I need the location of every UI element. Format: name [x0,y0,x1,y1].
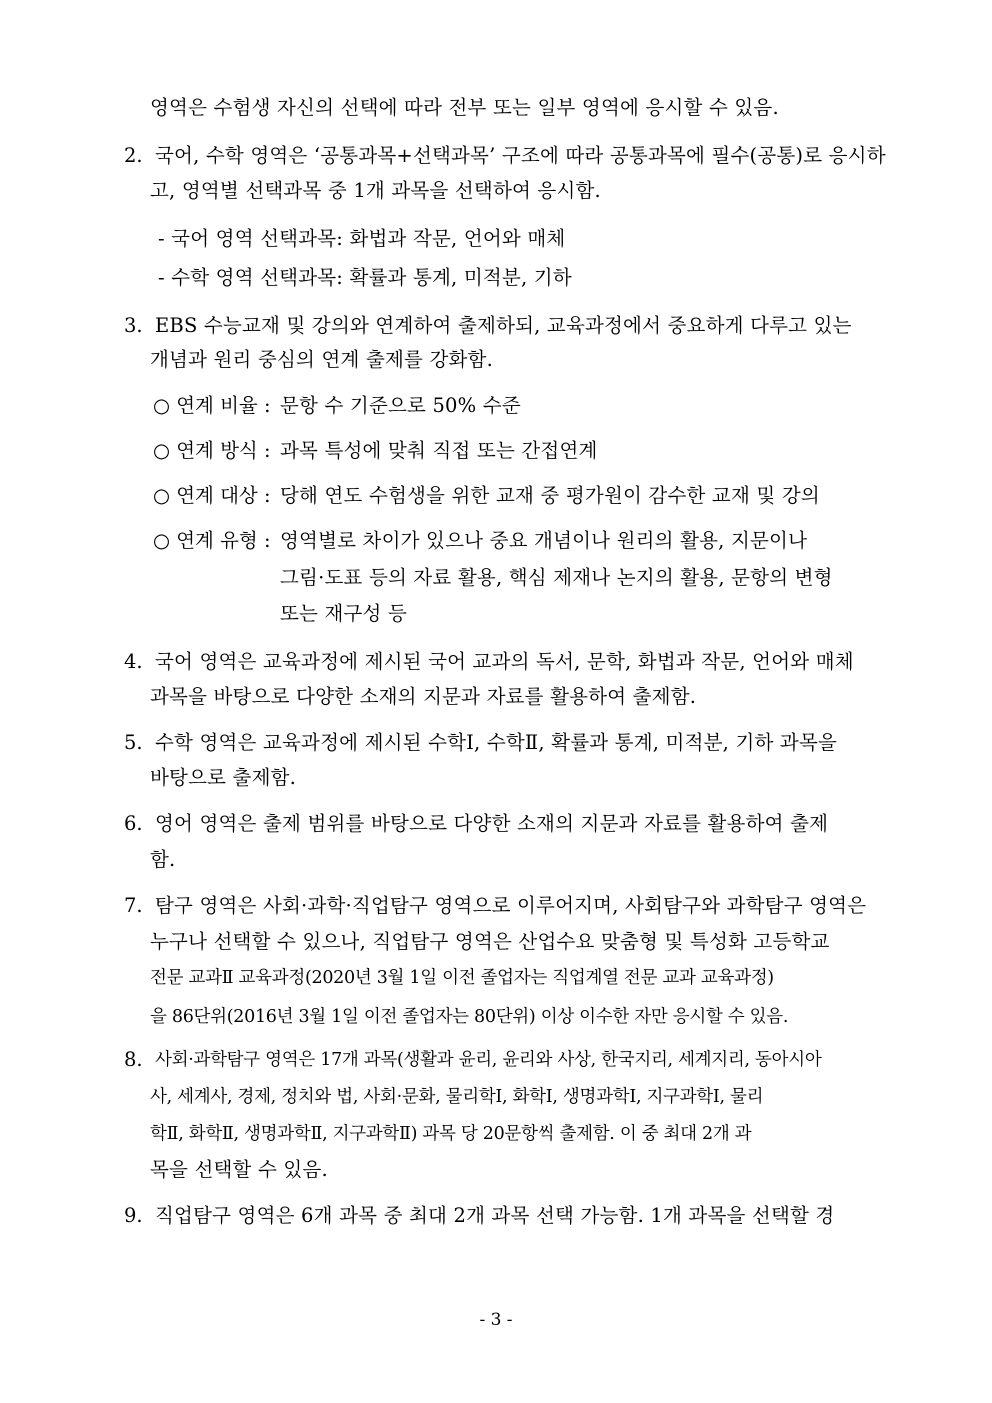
paragraph-line: 수학 영역은 교육과정에 제시된 수학Ⅰ, 수학Ⅱ, 확률과 통계, 미적분, 기하 과목을 [155,731,838,754]
bullet-text: 문항 수 기준으로 50% 수준 [280,394,521,417]
paragraph-line: 사회·과학탐구 영역은 17개 과목(생활과 윤리, 윤리와 사상, 한국지리, 세계지리, 동아시아 [155,1050,822,1070]
paragraph-line: 국어 영역은 교육과정에 제시된 국어 교과의 독서, 문학, 화법과 작문, 언어와 매체 [155,650,854,673]
paragraph-line: EBS 수능교재 및 강의와 연계하여 출제하되, 교육과정에서 중요하게 다루고 있는 [155,314,852,337]
item-number: 7. [124,894,143,917]
paragraph-line: 바탕으로 출제함. [150,766,297,789]
paragraph-line: 함. [150,848,176,871]
paragraph-line: 국어, 수학 영역은 ‘공통과목+선택과목’ 구조에 따라 공통과목에 필수(공통)로 응시하 [155,144,886,167]
paragraph-line: 고, 영역별 선택과목 중 1개 과목을 선택하여 응시함. [150,179,601,202]
bullet-label: ○ 연계 대상 : [153,484,271,507]
bullet-label: ○ 연계 유형 : [153,529,271,552]
page-number: - 3 - [479,1310,513,1330]
paragraph-line: 영역은 수험생 자신의 선택에 따라 전부 또는 일부 영역에 응시할 수 있음. [150,96,779,119]
paragraph-line: 학Ⅱ, 화학Ⅱ, 생명과학Ⅱ, 지구과학Ⅱ) 과목 당 20문항씩 출제함. 이 중 최대 2개 과 [150,1124,752,1144]
bullet-text: 그림·도표 등의 자료 활용, 핵심 제재나 논지의 활용, 문항의 변형 [280,566,833,589]
item-number: 4. [124,650,143,673]
item-number: 3. [124,314,143,337]
bullet-text: 영역별로 차이가 있으나 중요 개념이나 원리의 활용, 지문이나 [280,529,808,552]
paragraph-line: 개념과 원리 중심의 연계 출제를 강화함. [150,348,493,371]
bullet-text: 과목 특성에 맞춰 직접 또는 간접연계 [280,439,598,462]
paragraph-line: 영어 영역은 출제 범위를 바탕으로 다양한 소재의 지문과 자료를 활용하여 출제 [155,812,829,835]
item-number: 5. [124,731,143,754]
paragraph-line: 과목을 바탕으로 다양한 소재의 지문과 자료를 활용하여 출제함. [150,685,697,708]
bullet-text: 당해 연도 수험생을 위한 교재 중 평가원이 감수한 교재 및 강의 [280,484,820,507]
paragraph-line: 목을 선택할 수 있음. [150,1158,328,1181]
paragraph-line: 탐구 영역은 사회·과학·직업탐구 영역으로 이루어지며, 사회탐구와 과학탐구 영역은 [155,894,867,917]
paragraph-line: 누구나 선택할 수 있으나, 직업탐구 영역은 산업수요 맞춤형 및 특성화 고등학교 [150,930,830,953]
paragraph-line: 사, 세계사, 경제, 정치와 법, 사회·문화, 물리학Ⅰ, 화학Ⅰ, 생명과학Ⅰ, 지구과학Ⅰ, 물리 [150,1087,764,1107]
sub-item-line: - 국어 영역 선택과목: 화법과 작문, 언어와 매체 [158,227,566,250]
sub-item-line: - 수학 영역 선택과목: 확률과 통계, 미적분, 기하 [158,266,572,289]
item-number: 2. [124,144,143,167]
bullet-label: ○ 연계 비율 : [153,394,271,417]
paragraph-line: 을 86단위(2016년 3월 1일 이전 졸업자는 80단위) 이상 이수한 자만 응시할 수 있음. [150,1007,789,1027]
paragraph-line: 전문 교과Ⅱ 교육과정(2020년 3월 1일 이전 졸업자는 직업계열 전문 교과 교육과정) [150,968,774,988]
item-number: 8. [124,1048,143,1071]
item-number: 9. [124,1204,143,1227]
item-number: 6. [124,812,143,835]
bullet-text: 또는 재구성 등 [280,602,408,625]
paragraph-line: 직업탐구 영역은 6개 과목 중 최대 2개 과목 선택 가능함. 1개 과목을 선택할 경 [155,1204,835,1227]
bullet-label: ○ 연계 방식 : [153,439,271,462]
